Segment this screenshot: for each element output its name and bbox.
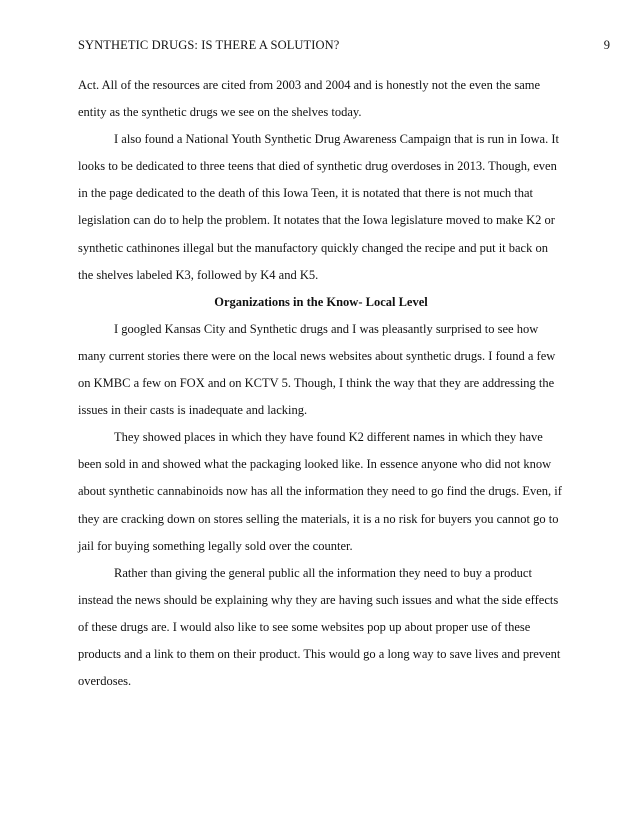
- text-line: products and a link to them on their product. This would go a long way to save lives and prevent: [78, 646, 561, 661]
- text-line: of these drugs are. I would also like to see some websites pop up about proper use of these: [78, 619, 531, 634]
- text-line: been sold in and showed what the packaging looked like. In essence anyone who did not know: [78, 457, 552, 472]
- section-heading: Organizations in the Know- Local Level: [214, 294, 428, 309]
- text-line: entity as the synthetic drugs we see on the shelves today.: [78, 105, 362, 120]
- text-line: about synthetic cannabinoids now has all the information they need to go find the drugs. Even, if: [78, 484, 562, 499]
- text-line: the shelves labeled K3, followed by K4 and K5.: [78, 267, 319, 282]
- text-line: jail for buying something legally sold over the counter.: [78, 538, 353, 553]
- text-line: on KMBC a few on FOX and on KCTV 5. Though, I think the way that they are addressing the: [78, 376, 555, 391]
- text-line: looks to be dedicated to three teens that died of synthetic drug overdoses in 2013. Though, even: [78, 159, 557, 174]
- text-line: overdoses.: [78, 674, 132, 689]
- paragraph-start-line: They showed places in which they have found K2 different names in which they have: [114, 430, 543, 445]
- text-line: Act. All of the resources are cited from 2003 and 2004 and is honestly not the even the same: [78, 78, 541, 92]
- text-line: synthetic cathinones illegal but the manufactory quickly changed the recipe and put it back on: [78, 240, 548, 255]
- page-number: 9: [603, 38, 610, 52]
- running-head: SYNTHETIC DRUGS: IS THERE A SOLUTION?: [78, 38, 340, 52]
- paragraph-start-line: Rather than giving the general public all the information they need to buy a product: [114, 565, 532, 580]
- text-line: legislation can do to help the problem. It notates that the Iowa legislature moved to make K2 or: [78, 213, 555, 228]
- text-line: many current stories there were on the local news websites about synthetic drugs. I found a few: [78, 348, 556, 363]
- paragraph-start-line: I also found a National Youth Synthetic Drug Awareness Campaign that is run in Iowa. It: [114, 132, 559, 147]
- body-text: [78, 72, 578, 695]
- text-line: they are cracking down on stores selling the materials, it is a no risk for buyers you cannot go to: [78, 511, 559, 526]
- text-line: instead the news should be explaining why they are having such issues and what the side effects: [78, 592, 559, 607]
- text-line: in the page dedicated to the death of this Iowa Teen, it is notated that there is not much that: [78, 186, 534, 201]
- paragraph-start-line: I googled Kansas City and Synthetic drugs and I was pleasantly surprised to see how: [114, 321, 539, 336]
- text-line: issues in their casts is inadequate and lacking.: [78, 403, 308, 418]
